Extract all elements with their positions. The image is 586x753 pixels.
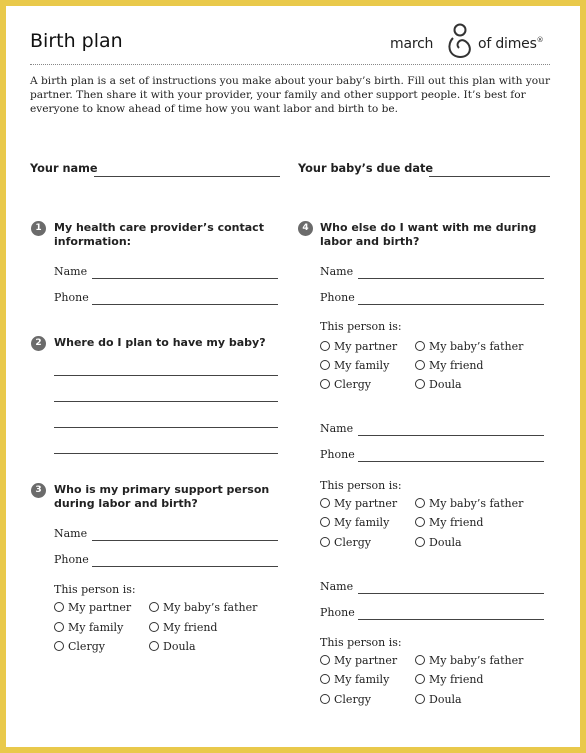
q4-p1-option-babys-father[interactable]: My baby’s father — [415, 340, 523, 353]
your-name-line[interactable] — [94, 176, 280, 177]
q1-phone-label: Phone — [54, 291, 89, 304]
q4-p1-option-friend[interactable]: My friend — [415, 359, 483, 372]
radio-icon[interactable] — [415, 379, 425, 389]
q4-p2-option-partner[interactable]: My partner — [320, 497, 397, 510]
q3-option-babys-father[interactable]: My baby’s father — [149, 601, 257, 614]
question-3-number: 3 — [31, 483, 46, 498]
radio-icon[interactable] — [149, 641, 159, 651]
q4-p3-name-line[interactable] — [358, 593, 544, 594]
q4-p2-option-family[interactable]: My family — [320, 516, 389, 529]
q4-p3-option-clergy[interactable]: Clergy — [320, 693, 371, 706]
q2-answer-line-1[interactable] — [54, 375, 278, 376]
q3-option-doula[interactable]: Doula — [149, 640, 196, 653]
q4-p1-person-is-label: This person is: — [320, 320, 402, 333]
q4-p2-person-is-label: This person is: — [320, 479, 402, 492]
q1-phone-line[interactable] — [92, 304, 278, 305]
q2-answer-line-4[interactable] — [54, 453, 278, 454]
radio-icon[interactable] — [320, 341, 330, 351]
q4-p3-option-partner[interactable]: My partner — [320, 654, 397, 667]
radio-icon[interactable] — [320, 360, 330, 370]
q3-phone-label: Phone — [54, 553, 89, 566]
q4-p2-phone-line[interactable] — [358, 461, 544, 462]
q2-answer-line-2[interactable] — [54, 401, 278, 402]
radio-icon[interactable] — [320, 674, 330, 684]
radio-icon[interactable] — [320, 498, 330, 508]
radio-icon[interactable] — [415, 655, 425, 665]
q1-name-line[interactable] — [92, 278, 278, 279]
due-date-label: Your baby’s due date — [298, 162, 434, 175]
question-4-text: Who else do I want with me during labor and birth? — [320, 221, 537, 248]
birth-plan-page — [6, 6, 580, 747]
q4-p2-option-clergy[interactable]: Clergy — [320, 536, 371, 549]
radio-icon[interactable] — [415, 674, 425, 684]
radio-icon[interactable] — [149, 602, 159, 612]
question-2-number: 2 — [31, 336, 46, 351]
q4-p2-option-friend[interactable]: My friend — [415, 516, 483, 529]
intro-paragraph: A birth plan is a set of instructions you make about your baby’s birth. Fill out this plan with your partner. Then share it with your provider, your family and other support people. It’s best for everyone to know ahead of time how you want labor and birth to be. — [30, 75, 551, 115]
header-divider — [30, 64, 550, 65]
q4-p1-phone-label: Phone — [320, 291, 355, 304]
question-1-text: My health care provider’s contact information: — [54, 221, 264, 248]
radio-icon[interactable] — [149, 622, 159, 632]
radio-icon[interactable] — [415, 498, 425, 508]
q4-p1-option-family[interactable]: My family — [320, 359, 389, 372]
question-2-text: Where do I plan to have my baby? — [54, 336, 266, 349]
q4-p3-phone-line[interactable] — [358, 619, 544, 620]
q3-phone-line[interactable] — [92, 566, 278, 567]
q4-p3-option-doula[interactable]: Doula — [415, 693, 462, 706]
radio-icon[interactable] — [320, 694, 330, 704]
question-3-text: Who is my primary support person during labor and birth? — [54, 483, 270, 510]
q4-p3-person-is-label: This person is: — [320, 636, 402, 649]
your-name-label: Your name — [30, 162, 98, 175]
radio-icon[interactable] — [415, 694, 425, 704]
radio-icon[interactable] — [415, 341, 425, 351]
q4-p1-option-clergy[interactable]: Clergy — [320, 378, 371, 391]
q3-name-line[interactable] — [92, 540, 278, 541]
logo-text-march: march — [390, 36, 434, 52]
question-1-number: 1 — [31, 221, 46, 236]
q3-option-family[interactable]: My family — [54, 621, 123, 634]
q4-p3-option-babys-father[interactable]: My baby’s father — [415, 654, 523, 667]
q4-p2-name-line[interactable] — [358, 435, 544, 436]
q4-p1-option-doula[interactable]: Doula — [415, 378, 462, 391]
q4-p3-option-friend[interactable]: My friend — [415, 673, 483, 686]
q4-p2-name-label: Name — [320, 422, 354, 435]
registered-mark: ® — [536, 36, 544, 44]
radio-icon[interactable] — [415, 537, 425, 547]
q2-answer-line-3[interactable] — [54, 427, 278, 428]
q3-option-clergy[interactable]: Clergy — [54, 640, 105, 653]
q4-p3-name-label: Name — [320, 580, 354, 593]
q3-option-partner[interactable]: My partner — [54, 601, 131, 614]
radio-icon[interactable] — [54, 622, 64, 632]
q4-p2-option-babys-father[interactable]: My baby’s father — [415, 497, 523, 510]
q1-name-label: Name — [54, 265, 88, 278]
q4-p1-name-label: Name — [320, 265, 354, 278]
radio-icon[interactable] — [415, 517, 425, 527]
logo-text-of-dimes: of dimes® — [478, 36, 544, 52]
q4-p2-phone-label: Phone — [320, 448, 355, 461]
q4-p1-option-partner[interactable]: My partner — [320, 340, 397, 353]
radio-icon[interactable] — [320, 379, 330, 389]
q3-name-label: Name — [54, 527, 88, 540]
mother-baby-logo-icon — [445, 22, 475, 60]
radio-icon[interactable] — [54, 602, 64, 612]
radio-icon[interactable] — [320, 655, 330, 665]
q4-p3-option-family[interactable]: My family — [320, 673, 389, 686]
q3-option-friend[interactable]: My friend — [149, 621, 217, 634]
radio-icon[interactable] — [320, 537, 330, 547]
question-4-number: 4 — [298, 221, 313, 236]
q4-p1-phone-line[interactable] — [358, 304, 544, 305]
radio-icon[interactable] — [320, 517, 330, 527]
due-date-line[interactable] — [429, 176, 550, 177]
radio-icon[interactable] — [54, 641, 64, 651]
page-title: Birth plan — [30, 30, 123, 52]
q4-p1-name-line[interactable] — [358, 278, 544, 279]
q4-p3-phone-label: Phone — [320, 606, 355, 619]
march-of-dimes-logo — [390, 22, 550, 62]
q4-p2-option-doula[interactable]: Doula — [415, 536, 462, 549]
q3-person-is-label: This person is: — [54, 583, 136, 596]
radio-icon[interactable] — [415, 360, 425, 370]
